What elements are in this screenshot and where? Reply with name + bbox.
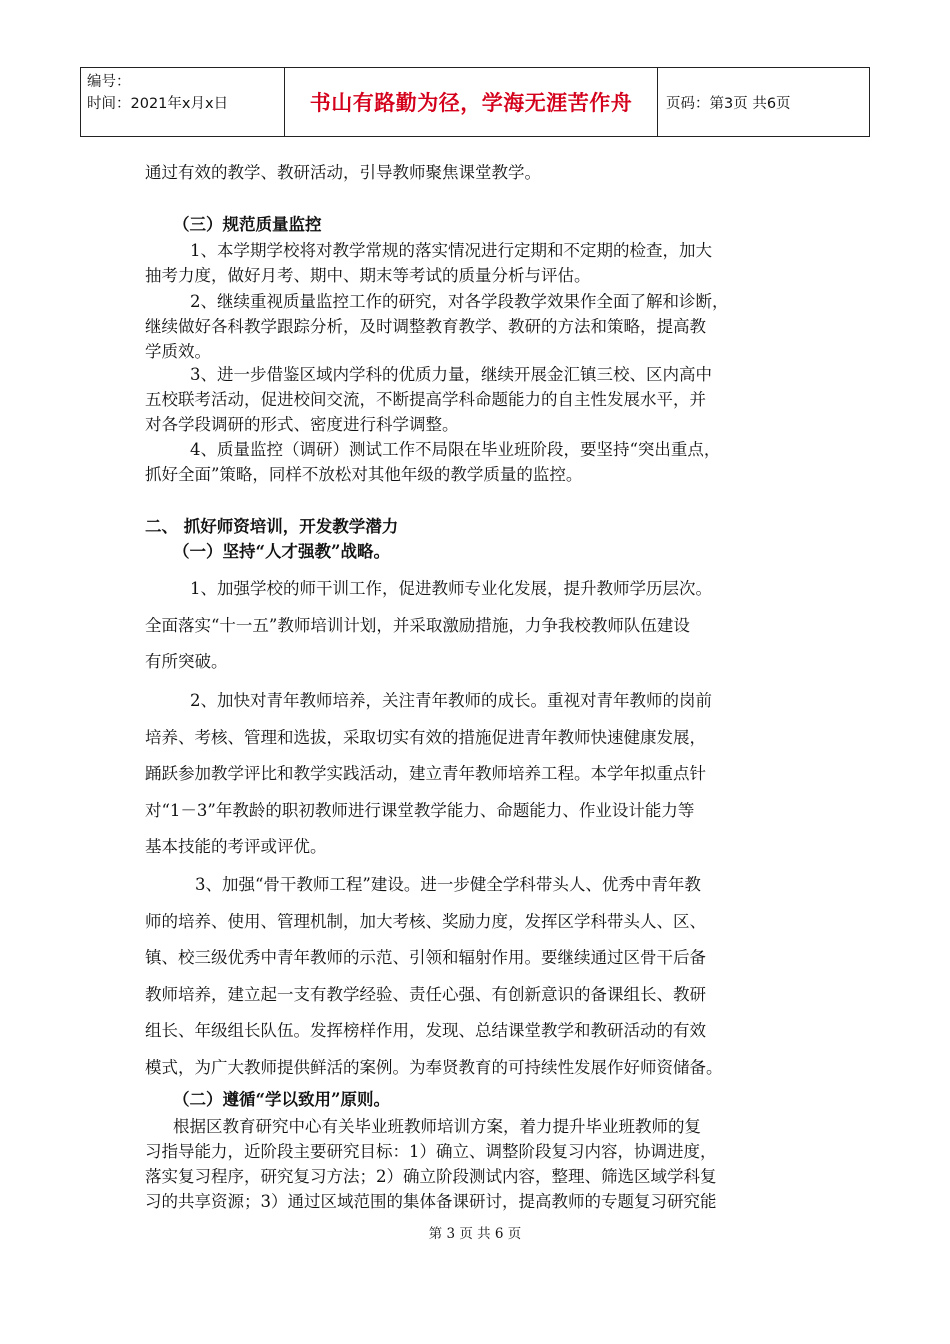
body-line: 教师培养，建立起一支有教学经验、责任心强、有创新意识的备课组长、教研 xyxy=(145,985,706,1004)
body-line: 对各学段调研的形式、密度进行科学调整。 xyxy=(145,415,459,434)
section-heading: （三）规范质量监控 xyxy=(173,215,322,234)
body-line: 继续做好各科教学跟踪分析，及时调整教育教学、教研的方法和策略，提高教 xyxy=(145,317,706,336)
document-number: 编号： xyxy=(87,74,131,90)
section-heading: （二）遵循“学以致用”原则。 xyxy=(173,1090,390,1109)
body-line: 抓好全面”策略，同样不放松对其他年级的教学质量的监控。 xyxy=(145,465,583,484)
document-date: 时间：2021年x月x日 xyxy=(87,96,229,112)
body-line: 培养、考核、管理和选拔，采取切实有效的措施促进青年教师快速健康发展， xyxy=(145,728,706,747)
body-line: 根据区教育研究中心有关毕业班教师培训方案，着力提升毕业班教师的复 xyxy=(173,1117,701,1136)
header-meta xyxy=(81,68,285,136)
header-page-code: 页码：第3页 共6页 xyxy=(666,95,791,112)
header-motto: 书山有路勤为径，学海无涯苦作舟 xyxy=(285,68,658,136)
page-footer: 第 3 页 共 6 页 xyxy=(428,1226,522,1242)
body-line: 通过有效的教学、教研活动，引导教师聚焦课堂教学。 xyxy=(145,163,541,182)
page-header xyxy=(80,67,870,137)
body-line: 学质效。 xyxy=(145,342,211,361)
section-heading: （一）坚持“人才强教”战略。 xyxy=(173,542,390,561)
body-line: 落实复习程序，研究复习方法；2）确立阶段测试内容，整理、筛选区域学科复 xyxy=(145,1167,717,1186)
body-line: 3、进一步借鉴区域内学科的优质力量，继续开展金汇镇三校、区内高中 xyxy=(190,365,712,384)
body-line: 师的培养、使用、管理机制，加大考核、奖励力度，发挥区学科带头人、区、 xyxy=(145,912,706,931)
body-line: 抽考力度，做好月考、期中、期末等考试的质量分析与评估。 xyxy=(145,266,591,285)
body-line: 踊跃参加教学评比和教学实践活动，建立青年教师培养工程。本学年拟重点针 xyxy=(145,764,706,783)
body-line: 模式，为广大教师提供鲜活的案例。为奉贤教育的可持续性发展作好师资储备。 xyxy=(145,1058,723,1077)
body-line: 基本技能的考评或评优。 xyxy=(145,837,327,856)
body-line: 1、加强学校的师干训工作，促进教师专业化发展，提升教师学历层次。 xyxy=(190,579,712,598)
body-line: 对“1－3”年教龄的职初教师进行课堂教学能力、命题能力、作业设计能力等 xyxy=(145,801,695,820)
body-line: 习指导能力，近阶段主要研究目标：1）确立、调整阶段复习内容，协调进度， xyxy=(145,1142,717,1161)
body-line: 3、加强“骨干教师工程”建设。进一步健全学科带头人、优秀中青年教 xyxy=(195,875,701,894)
body-line: 4、质量监控（调研）测试工作不局限在毕业班阶段，要坚持“突出重点， xyxy=(190,440,721,459)
body-line: 镇、校三级优秀中青年教师的示范、引领和辐射作用。要继续通过区骨干后备 xyxy=(145,948,706,967)
section-heading: 二、 抓好师资培训，开发教学潜力 xyxy=(145,517,399,536)
body-line: 组长、年级组长队伍。发挥榜样作用，发现、总结课堂教学和教研活动的有效 xyxy=(145,1021,706,1040)
body-line: 习的共享资源；3）通过区域范围的集体备课研讨，提高教师的专题复习研究能 xyxy=(145,1192,717,1211)
body-line: 1、本学期学校将对教学常规的落实情况进行定期和不定期的检查，加大 xyxy=(190,241,712,260)
body-line: 五校联考活动，促进校间交流，不断提高学科命题能力的自主性发展水平，并 xyxy=(145,390,706,409)
body-line: 2、加快对青年教师培养，关注青年教师的成长。重视对青年教师的岗前 xyxy=(190,691,712,710)
body-line: 有所突破。 xyxy=(145,652,228,671)
body-line: 2、继续重视质量监控工作的研究，对各学段教学效果作全面了解和诊断， xyxy=(190,292,729,311)
body-line: 全面落实“十一五”教师培训计划，并采取激励措施，力争我校教师队伍建设 xyxy=(145,616,690,635)
